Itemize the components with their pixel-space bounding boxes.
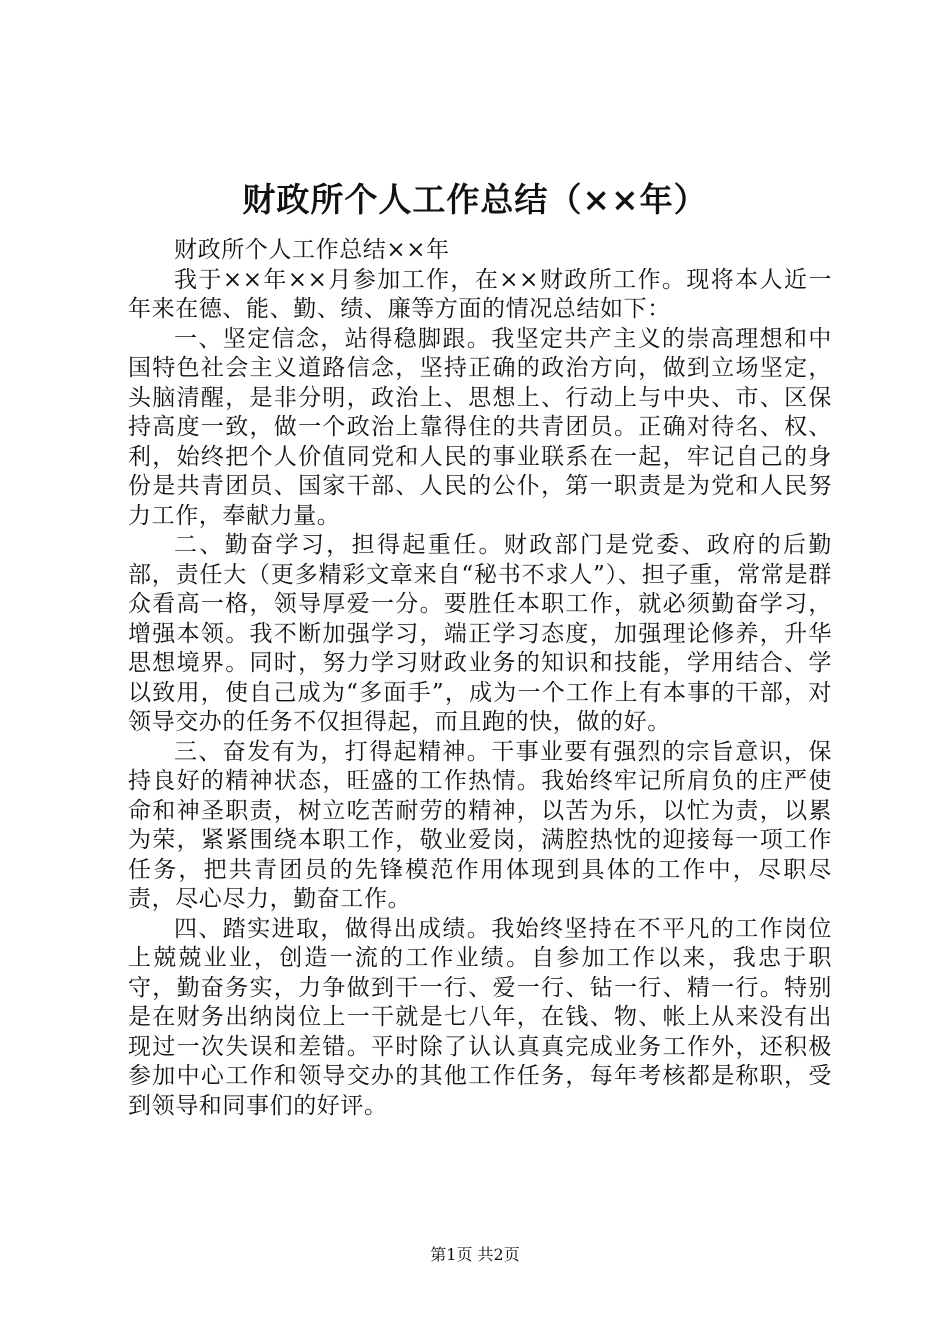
paragraph-section-1: 一、坚定信念，站得稳脚跟。我坚定共产主义的崇高理想和中国特色社会主义道路信念，坚持正确的政治方向，做到立场坚定，头脑清醒，是非分明，政治上、思想上、行动上与中央、市、区保持高度一致，做一个政治上靠得住的共青团员。正确对待名、权、利，始终把个人价值同党和人民的事业联系在一起，牢记自己的身份是共青团员、国家干部、人民的公仆，第一职责是为党和人民努力工作，奉献力量。 — [128, 325, 832, 529]
document-title: 财政所个人工作总结（××年） — [242, 180, 708, 219]
paragraph-intro: 我于××年××月参加工作，在××财政所工作。现将本人近一年来在德、能、勤、绩、廉等方面的情况总结如下： — [128, 266, 832, 322]
paragraph-subtitle: 财政所个人工作总结××年 — [174, 237, 450, 263]
document-body — [128, 236, 832, 1121]
paragraph-section-4: 四、踏实进取，做得出成绩。我始终坚持在不平凡的工作岗位上兢兢业业，创造一流的工作业绩。自参加工作以来，我忠于职守，勤奋务实，力争做到干一行、爱一行、钻一行、精一行。特别是在财务出纳岗位上一干就是七八年，在钱、物、帐上从来没有出现过一次失误和差错。平时除了认认真真完成业务工作外，还积极参加中心工作和领导交办的其他工作任务，每年考核都是称职，受到领导和同事们的好评。 — [128, 915, 832, 1119]
paragraph-section-3: 三、奋发有为，打得起精神。干事业要有强烈的宗旨意识，保持良好的精神状态，旺盛的工作热情。我始终牢记所肩负的庄严使命和神圣职责，树立吃苦耐劳的精神，以苦为乐，以忙为责，以累为荣，紧紧围绕本职工作，敬业爱岗，满腔热忱的迎接每一项工作任务，把共青团员的先锋模范作用体现到具体的工作中，尽职尽责，尽心尽力，勤奋工作。 — [128, 738, 832, 912]
page-footer: 第1页 共2页 — [430, 1245, 520, 1264]
paragraph-section-2: 二、勤奋学习，担得起重任。财政部门是党委、政府的后勤部，责任大（更多精彩文章来自“秘书不求人”）、担子重，常常是群众看高一格，领导厚爱一分。要胜任本职工作，就必须勤奋学习，增强本领。我不断加强学习，端正学习态度，加强理论修养，升华思想境界。同时，努力学习财政业务的知识和技能，学用结合、学以致用，使自己成为“多面手”，成为一个工作上有本事的干部，对领导交办的任务不仅担得起，而且跑的快，做的好。 — [128, 532, 832, 735]
